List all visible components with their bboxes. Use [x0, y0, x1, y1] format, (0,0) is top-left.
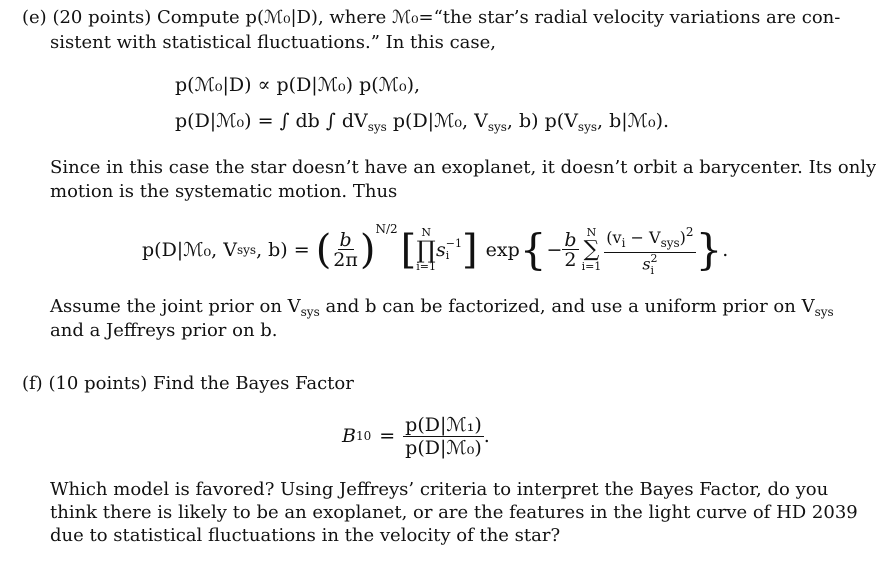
residual-square: 2	[685, 225, 694, 239]
bayes-factor-symbol: B	[342, 425, 356, 447]
exp-label: exp	[485, 239, 520, 261]
half-num: b	[564, 228, 577, 251]
bayes-factor-fraction	[403, 414, 484, 459]
equation-likelihood	[142, 222, 728, 278]
product-sup: −1	[445, 237, 462, 250]
fraction-b-over-2pi	[331, 228, 360, 271]
equation-marginal-tail-b: , b) p(V	[506, 110, 578, 132]
equation-posterior-text: p(ℳ₀|D) ∝ p(D|ℳ₀) p(ℳ₀),	[175, 74, 421, 96]
right-paren: )	[359, 227, 376, 273]
product-body: s	[436, 239, 446, 261]
paragraph-priors-line2: and a Jeffreys prior on b.	[50, 320, 278, 341]
minus-sign: −	[546, 239, 563, 261]
product-symbol: ∏	[416, 236, 436, 264]
paragraph-no-exoplanet-line1: Since in this case the star doesn’t have an exoplanet, it doesn’t orbit a barycenter. Its only	[50, 157, 876, 178]
left-brace: {	[519, 225, 547, 274]
priors-sys1: sys	[300, 305, 320, 319]
equation-marginal-likelihood	[175, 109, 669, 139]
fraction-residual	[604, 223, 695, 277]
paragraph-no-exoplanet-line2: motion is the systematic motion. Thus	[50, 181, 398, 202]
part-e-text: Compute p(ℳ₀|D), where ℳ₀=“the star’s radial velocity variations are con-	[157, 7, 841, 28]
left-bracket: [	[400, 227, 417, 273]
product-scripts	[446, 238, 462, 262]
equation-marginal-sys2: sys	[487, 120, 507, 134]
likelihood-lhs-sys: sys	[236, 243, 257, 257]
sum-symbol: ∑	[583, 237, 600, 262]
fraction-num: b	[339, 228, 352, 251]
priors-text-a: Assume the joint prior on V	[50, 296, 301, 317]
product-operator	[416, 227, 436, 273]
part-f-label: (f)	[22, 373, 43, 394]
residual-den-s: s	[642, 254, 651, 274]
half-den: 2	[564, 248, 577, 271]
part-e-label: (e)	[22, 7, 47, 28]
left-paren: (	[315, 227, 332, 273]
equation-marginal-tail-a: p(D|ℳ₀, V	[386, 110, 488, 132]
paragraph-priors-line1	[50, 296, 834, 323]
paragraph-question-line3: due to statistical fluctuations in the velocity of the star?	[50, 525, 561, 546]
residual-open: (v	[606, 228, 622, 247]
priors-sys2: sys	[814, 305, 834, 319]
part-e-heading	[22, 7, 840, 29]
equation-posterior	[175, 73, 420, 97]
bayes-factor-sub: 10	[355, 429, 372, 443]
sum-operator	[582, 227, 602, 273]
part-e-line2: sistent with statistical fluctuations.” In this case,	[50, 32, 497, 53]
equation-marginal-tail-c: , b|ℳ₀).	[597, 110, 670, 132]
right-bracket: ]	[462, 227, 478, 273]
bayes-factor-den: p(D|ℳ₀)	[405, 436, 482, 459]
fraction-b-over-2	[562, 228, 578, 271]
part-f-text: Find the Bayes Factor	[153, 373, 354, 394]
bayes-factor-period: .	[483, 425, 490, 447]
paragraph-question-line1: Which model is favored? Using Jeffreys’ criteria to interpret the Bayes Factor, do you	[50, 479, 829, 500]
bayes-factor-num: p(D|ℳ₁)	[405, 413, 482, 436]
equation-marginal-lhs: p(D|ℳ₀) =	[175, 110, 274, 132]
sum-top: N	[586, 226, 597, 239]
residual-mid: − V	[625, 228, 661, 247]
product-top: N	[421, 226, 431, 239]
equation-marginal-sys1: sys	[367, 120, 387, 134]
residual-close: )	[679, 228, 686, 247]
fraction-den: 2π	[333, 248, 358, 271]
sum-bottom: i=1	[581, 260, 602, 273]
part-f-points: (10 points)	[48, 373, 148, 394]
product-bottom: i=1	[416, 260, 437, 273]
exponent-n-over-2: N/2	[375, 222, 398, 236]
product-sub: i	[445, 249, 450, 262]
residual-num	[604, 223, 695, 253]
equation-marginal-sys3: sys	[577, 120, 598, 134]
residual-den-scripts	[651, 253, 658, 277]
part-e-points: (20 points)	[52, 7, 152, 28]
equation-bayes-factor	[342, 410, 490, 462]
part-f-heading	[22, 373, 354, 395]
likelihood-period: .	[722, 239, 729, 261]
right-brace: }	[695, 225, 723, 274]
likelihood-lhs-b: , b) =	[256, 239, 310, 261]
residual-den-sub: i	[650, 264, 655, 277]
equation-marginal-integrals: ∫ db ∫ dV	[279, 110, 368, 132]
bayes-factor-equals: =	[379, 425, 396, 447]
likelihood-lhs-a: p(D|ℳ₀, V	[142, 239, 237, 261]
residual-i: i	[621, 236, 626, 250]
paragraph-question-line2: think there is likely to be an exoplanet, or are the features in the light curve of HD 2039	[50, 502, 858, 523]
residual-den	[640, 253, 659, 277]
residual-sys: sys	[660, 236, 680, 250]
residual-den-sup: 2	[650, 252, 658, 265]
priors-text-b: and b can be factorized, and use a uniform prior on V	[319, 296, 815, 317]
